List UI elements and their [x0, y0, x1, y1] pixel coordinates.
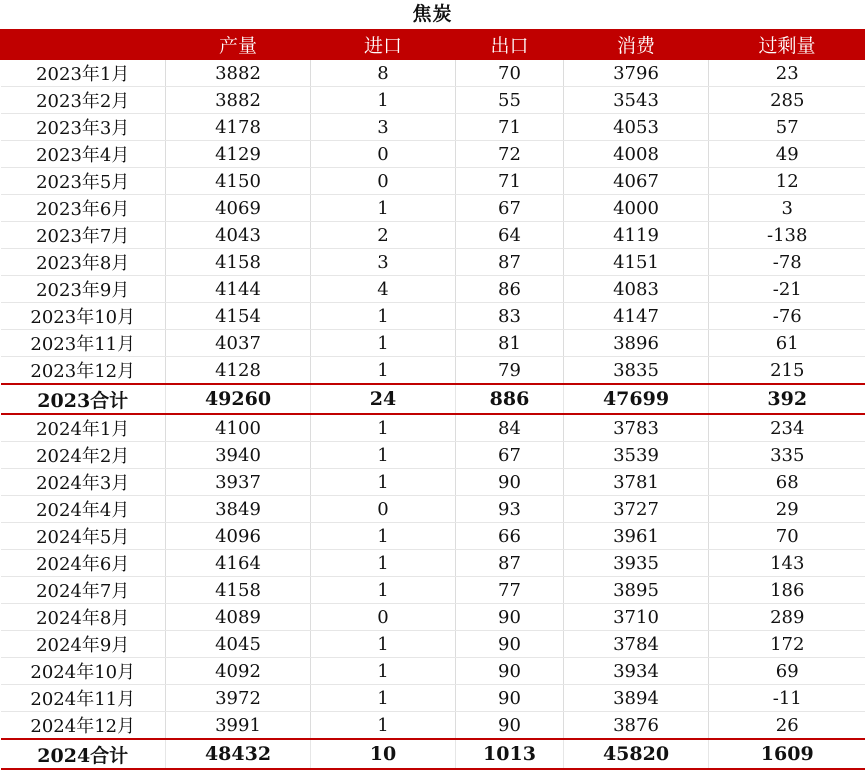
production-cell: 4164 — [166, 550, 311, 577]
consumption-cell: 47699 — [564, 384, 709, 414]
import-cell: 1 — [311, 195, 456, 222]
coke-balance-table — [0, 29, 865, 770]
production-cell: 4089 — [166, 604, 311, 631]
period-cell: 2024年7月 — [1, 577, 166, 604]
production-cell: 48432 — [166, 739, 311, 769]
table-row — [1, 87, 865, 114]
table-row — [1, 249, 865, 276]
import-cell: 1 — [311, 658, 456, 685]
period-cell: 2024年4月 — [1, 496, 166, 523]
period-cell: 2023年4月 — [1, 141, 166, 168]
period-cell: 2024年12月 — [1, 712, 166, 740]
export-cell: 90 — [456, 604, 564, 631]
period-cell: 2023年7月 — [1, 222, 166, 249]
surplus-cell: 1609 — [709, 739, 865, 769]
period-cell: 2023合计 — [1, 384, 166, 414]
surplus-cell: 186 — [709, 577, 865, 604]
period-cell: 2024年9月 — [1, 631, 166, 658]
period-cell: 2023年1月 — [1, 60, 166, 87]
production-cell: 4144 — [166, 276, 311, 303]
import-cell: 1 — [311, 414, 456, 442]
production-cell: 3849 — [166, 496, 311, 523]
export-cell: 90 — [456, 469, 564, 496]
period-cell: 2024年1月 — [1, 414, 166, 442]
import-cell: 1 — [311, 523, 456, 550]
surplus-cell: 29 — [709, 496, 865, 523]
table-row — [1, 631, 865, 658]
export-cell: 83 — [456, 303, 564, 330]
production-cell: 3937 — [166, 469, 311, 496]
header-production: 产量 — [166, 30, 311, 60]
surplus-cell: -138 — [709, 222, 865, 249]
import-cell: 3 — [311, 249, 456, 276]
export-cell: 55 — [456, 87, 564, 114]
export-cell: 93 — [456, 496, 564, 523]
table-row — [1, 550, 865, 577]
production-cell: 4069 — [166, 195, 311, 222]
import-cell: 1 — [311, 550, 456, 577]
surplus-cell: 335 — [709, 442, 865, 469]
import-cell: 1 — [311, 631, 456, 658]
period-cell: 2023年5月 — [1, 168, 166, 195]
production-cell: 4045 — [166, 631, 311, 658]
export-cell: 90 — [456, 685, 564, 712]
consumption-cell: 3935 — [564, 550, 709, 577]
import-cell: 0 — [311, 168, 456, 195]
import-cell: 4 — [311, 276, 456, 303]
surplus-cell: 172 — [709, 631, 865, 658]
consumption-cell: 45820 — [564, 739, 709, 769]
header-surplus: 过剩量 — [709, 30, 865, 60]
export-cell: 71 — [456, 114, 564, 141]
surplus-cell: 392 — [709, 384, 865, 414]
period-cell: 2024年10月 — [1, 658, 166, 685]
surplus-cell: 68 — [709, 469, 865, 496]
consumption-cell: 3783 — [564, 414, 709, 442]
period-cell: 2024年11月 — [1, 685, 166, 712]
export-cell: 84 — [456, 414, 564, 442]
consumption-cell: 4067 — [564, 168, 709, 195]
consumption-cell: 4119 — [564, 222, 709, 249]
surplus-cell: 70 — [709, 523, 865, 550]
production-cell: 3972 — [166, 685, 311, 712]
import-cell: 1 — [311, 87, 456, 114]
production-cell: 3991 — [166, 712, 311, 740]
period-cell: 2023年3月 — [1, 114, 166, 141]
table-row — [1, 195, 865, 222]
production-cell: 4100 — [166, 414, 311, 442]
production-cell: 4128 — [166, 357, 311, 385]
surplus-cell: 289 — [709, 604, 865, 631]
period-cell: 2024年8月 — [1, 604, 166, 631]
consumption-cell: 3539 — [564, 442, 709, 469]
consumption-cell: 3896 — [564, 330, 709, 357]
production-cell: 4096 — [166, 523, 311, 550]
import-cell: 1 — [311, 442, 456, 469]
surplus-cell: 57 — [709, 114, 865, 141]
consumption-cell: 3961 — [564, 523, 709, 550]
surplus-cell: -11 — [709, 685, 865, 712]
table-row — [1, 577, 865, 604]
table-row — [1, 141, 865, 168]
table-row — [1, 330, 865, 357]
table-row — [1, 496, 865, 523]
consumption-cell: 4000 — [564, 195, 709, 222]
period-cell: 2023年12月 — [1, 357, 166, 385]
period-cell: 2024年5月 — [1, 523, 166, 550]
import-cell: 0 — [311, 604, 456, 631]
import-cell: 0 — [311, 141, 456, 168]
consumption-cell: 3895 — [564, 577, 709, 604]
surplus-cell: 285 — [709, 87, 865, 114]
production-cell: 4092 — [166, 658, 311, 685]
header-export: 出口 — [456, 30, 564, 60]
import-cell: 1 — [311, 357, 456, 385]
total-row-2024 — [1, 739, 865, 769]
consumption-cell: 3727 — [564, 496, 709, 523]
consumption-cell: 4083 — [564, 276, 709, 303]
header-period — [1, 30, 166, 60]
export-cell: 79 — [456, 357, 564, 385]
export-cell: 64 — [456, 222, 564, 249]
import-cell: 1 — [311, 469, 456, 496]
period-cell: 2023年8月 — [1, 249, 166, 276]
table-row — [1, 658, 865, 685]
table-title: 焦炭 — [412, 3, 453, 25]
surplus-cell: 3 — [709, 195, 865, 222]
period-cell: 2024年6月 — [1, 550, 166, 577]
table-body — [1, 60, 865, 770]
total-row-2023 — [1, 384, 865, 414]
production-cell: 3882 — [166, 87, 311, 114]
period-cell: 2023年11月 — [1, 330, 166, 357]
import-cell: 3 — [311, 114, 456, 141]
production-cell: 4178 — [166, 114, 311, 141]
production-cell: 3882 — [166, 60, 311, 87]
consumption-cell: 3835 — [564, 357, 709, 385]
table-row — [1, 222, 865, 249]
consumption-cell: 3543 — [564, 87, 709, 114]
table-row — [1, 357, 865, 385]
export-cell: 71 — [456, 168, 564, 195]
period-cell: 2023年10月 — [1, 303, 166, 330]
surplus-cell: 23 — [709, 60, 865, 87]
period-cell: 2024年3月 — [1, 469, 166, 496]
table-row — [1, 469, 865, 496]
header-row — [1, 30, 865, 60]
consumption-cell: 4053 — [564, 114, 709, 141]
production-cell: 3940 — [166, 442, 311, 469]
import-cell: 0 — [311, 496, 456, 523]
surplus-cell: -78 — [709, 249, 865, 276]
consumption-cell: 4147 — [564, 303, 709, 330]
table-row — [1, 168, 865, 195]
table-row — [1, 276, 865, 303]
production-cell: 4129 — [166, 141, 311, 168]
production-cell: 4158 — [166, 577, 311, 604]
consumption-cell: 3781 — [564, 469, 709, 496]
surplus-cell: -76 — [709, 303, 865, 330]
export-cell: 77 — [456, 577, 564, 604]
production-cell: 4150 — [166, 168, 311, 195]
header-import: 进口 — [311, 30, 456, 60]
table-row — [1, 414, 865, 442]
period-cell: 2023年9月 — [1, 276, 166, 303]
header-consumption: 消费 — [564, 30, 709, 60]
export-cell: 886 — [456, 384, 564, 414]
export-cell: 66 — [456, 523, 564, 550]
consumption-cell: 3894 — [564, 685, 709, 712]
production-cell: 49260 — [166, 384, 311, 414]
export-cell: 86 — [456, 276, 564, 303]
import-cell: 24 — [311, 384, 456, 414]
production-cell: 4043 — [166, 222, 311, 249]
surplus-cell: 12 — [709, 168, 865, 195]
table-row — [1, 523, 865, 550]
consumption-cell: 4151 — [564, 249, 709, 276]
import-cell: 1 — [311, 685, 456, 712]
import-cell: 1 — [311, 712, 456, 740]
import-cell: 1 — [311, 577, 456, 604]
surplus-cell: 234 — [709, 414, 865, 442]
table-row — [1, 712, 865, 740]
production-cell: 4037 — [166, 330, 311, 357]
import-cell: 1 — [311, 330, 456, 357]
export-cell: 72 — [456, 141, 564, 168]
table-row — [1, 442, 865, 469]
consumption-cell: 4008 — [564, 141, 709, 168]
consumption-cell: 3934 — [564, 658, 709, 685]
import-cell: 8 — [311, 60, 456, 87]
surplus-cell: -21 — [709, 276, 865, 303]
export-cell: 90 — [456, 631, 564, 658]
export-cell: 90 — [456, 712, 564, 740]
consumption-cell: 3784 — [564, 631, 709, 658]
table-row — [1, 60, 865, 87]
export-cell: 70 — [456, 60, 564, 87]
export-cell: 1013 — [456, 739, 564, 769]
period-cell: 2024合计 — [1, 739, 166, 769]
import-cell: 10 — [311, 739, 456, 769]
table-row — [1, 685, 865, 712]
export-cell: 67 — [456, 195, 564, 222]
export-cell: 87 — [456, 550, 564, 577]
consumption-cell: 3796 — [564, 60, 709, 87]
consumption-cell: 3876 — [564, 712, 709, 740]
surplus-cell: 26 — [709, 712, 865, 740]
table-row — [1, 114, 865, 141]
surplus-cell: 49 — [709, 141, 865, 168]
export-cell: 90 — [456, 658, 564, 685]
export-cell: 81 — [456, 330, 564, 357]
period-cell: 2024年2月 — [1, 442, 166, 469]
surplus-cell: 61 — [709, 330, 865, 357]
import-cell: 2 — [311, 222, 456, 249]
period-cell: 2023年2月 — [1, 87, 166, 114]
production-cell: 4154 — [166, 303, 311, 330]
export-cell: 87 — [456, 249, 564, 276]
export-cell: 67 — [456, 442, 564, 469]
table-row — [1, 604, 865, 631]
surplus-cell: 143 — [709, 550, 865, 577]
surplus-cell: 69 — [709, 658, 865, 685]
period-cell: 2023年6月 — [1, 195, 166, 222]
import-cell: 1 — [311, 303, 456, 330]
consumption-cell: 3710 — [564, 604, 709, 631]
surplus-cell: 215 — [709, 357, 865, 385]
production-cell: 4158 — [166, 249, 311, 276]
table-row — [1, 303, 865, 330]
